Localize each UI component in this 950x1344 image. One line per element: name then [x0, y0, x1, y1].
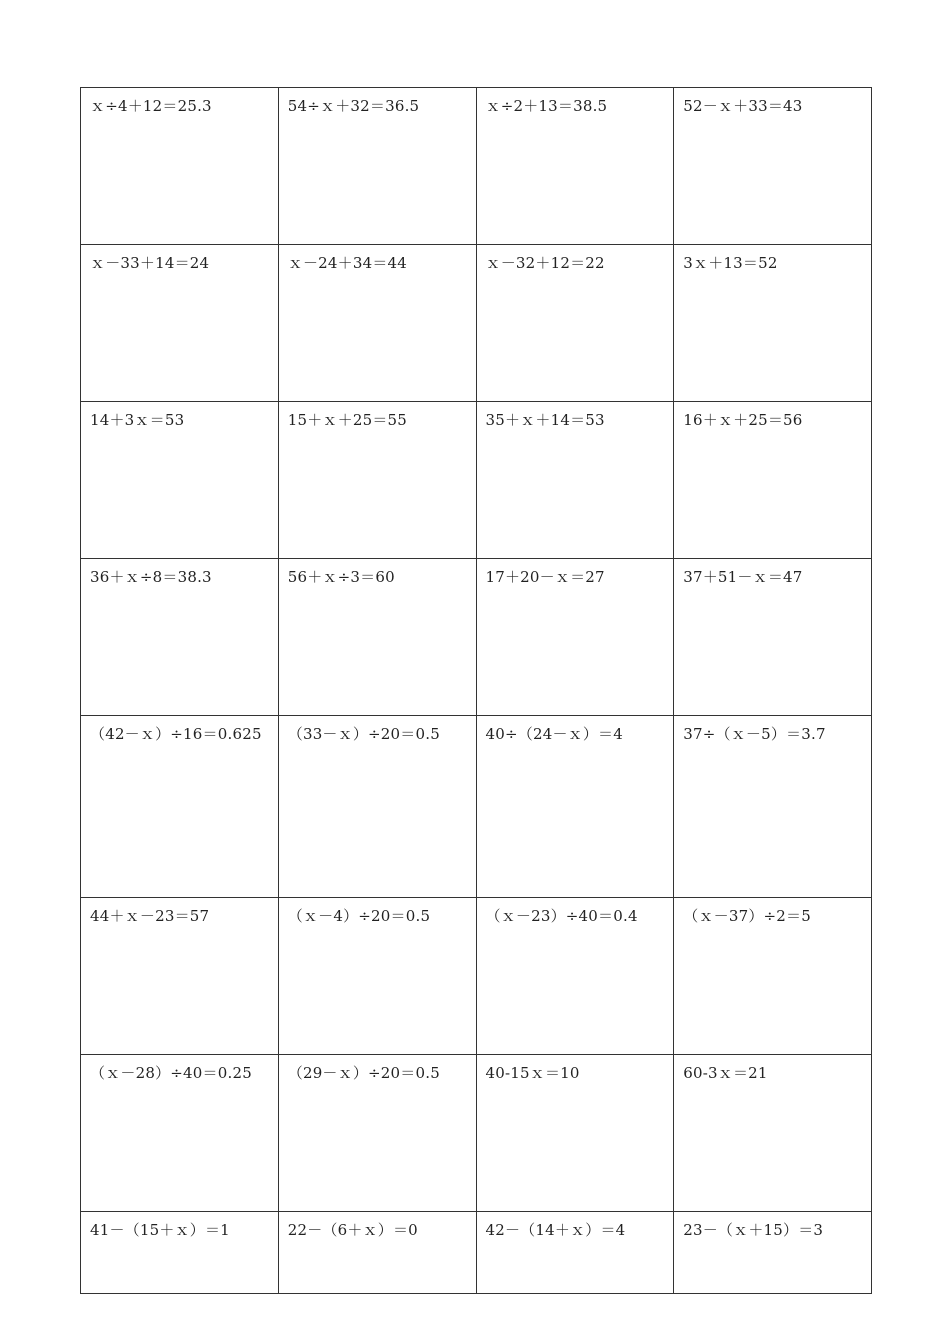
equation-cell — [674, 1055, 872, 1212]
equation-text: ｘ－24＋34＝44 — [287, 254, 408, 272]
equation-cell — [674, 898, 872, 1055]
equation-cell — [476, 1055, 674, 1212]
equation-text: 42－（14＋ｘ）＝4 — [485, 1221, 626, 1239]
table-row — [81, 1212, 872, 1294]
equation-text: 40÷（24－ｘ）＝4 — [485, 725, 623, 743]
equation-text: ｘ÷4＋12＝25.3 — [90, 97, 212, 115]
equation-text: ｘ－32＋12＝22 — [485, 254, 605, 272]
equation-cell — [81, 245, 279, 402]
equation-text: 22－（6＋ｘ）＝0 — [287, 1221, 418, 1239]
equation-text: （ｘ－23）÷40＝0.4 — [485, 907, 638, 925]
equation-text: （ｘ－28）÷40＝0.25 — [90, 1064, 252, 1082]
equation-cell — [278, 402, 476, 559]
equation-text: 37÷（ｘ－5）＝3.7 — [683, 725, 826, 743]
equation-text: ｘ÷2＋13＝38.5 — [485, 97, 608, 115]
equation-text: 17＋20－ｘ＝27 — [485, 568, 605, 586]
table-row — [81, 559, 872, 716]
equation-cell — [674, 402, 872, 559]
equation-cell — [278, 1212, 476, 1294]
equation-text: （ｘ－37）÷2＝5 — [683, 907, 811, 925]
equation-text: 36＋ｘ÷8＝38.3 — [90, 568, 212, 586]
equation-text: （42－ｘ）÷16＝0.625 — [90, 725, 262, 743]
equation-text: 16＋ｘ＋25＝56 — [683, 411, 803, 429]
equation-text: 37＋51－ｘ＝47 — [683, 568, 803, 586]
equation-text: 23－（ｘ＋15）＝3 — [683, 1221, 824, 1239]
equation-cell — [278, 1055, 476, 1212]
equation-cell — [81, 1055, 279, 1212]
table-row — [81, 402, 872, 559]
equation-cell — [476, 402, 674, 559]
equation-cell — [476, 88, 674, 245]
equation-cell — [81, 716, 279, 898]
equation-cell — [476, 245, 674, 402]
equation-cell — [674, 88, 872, 245]
equation-cell — [278, 245, 476, 402]
equation-cell — [81, 559, 279, 716]
equation-text: 40-15ｘ＝10 — [485, 1064, 580, 1082]
table-row — [81, 716, 872, 898]
equation-cell — [674, 716, 872, 898]
table-row — [81, 1055, 872, 1212]
equation-worksheet-table — [80, 87, 872, 1294]
equation-cell — [278, 898, 476, 1055]
equation-cell — [476, 1212, 674, 1294]
equation-text: （ｘ－4）÷20＝0.5 — [287, 907, 431, 925]
equation-text: 56＋ｘ÷3＝60 — [287, 568, 395, 586]
equation-text: 44＋ｘ－23＝57 — [90, 907, 210, 925]
table-row — [81, 898, 872, 1055]
equation-text: 41－（15＋ｘ）＝1 — [90, 1221, 230, 1239]
equation-cell — [81, 402, 279, 559]
equation-cell — [674, 245, 872, 402]
equation-cell — [278, 88, 476, 245]
equation-text: 35＋ｘ＋14＝53 — [485, 411, 605, 429]
equation-text: 15＋ｘ＋25＝55 — [287, 411, 408, 429]
table-row — [81, 245, 872, 402]
equation-text: 60-3ｘ＝21 — [683, 1064, 768, 1082]
equation-text: （29－ｘ）÷20＝0.5 — [287, 1064, 440, 1082]
equation-text: ｘ－33＋14＝24 — [90, 254, 210, 272]
equation-cell — [476, 898, 674, 1055]
equation-text: 52－ｘ＋33＝43 — [683, 97, 803, 115]
equation-text: 3ｘ＋13＝52 — [683, 254, 778, 272]
table-row — [81, 88, 872, 245]
equation-cell — [476, 716, 674, 898]
equation-text: 14＋3ｘ＝53 — [90, 411, 185, 429]
equation-cell — [81, 88, 279, 245]
equation-cell — [278, 559, 476, 716]
equation-text: （33－ｘ）÷20＝0.5 — [287, 725, 440, 743]
equation-cell — [674, 559, 872, 716]
equation-cell — [278, 716, 476, 898]
equation-cell — [81, 898, 279, 1055]
equation-cell — [476, 559, 674, 716]
equation-cell — [81, 1212, 279, 1294]
equation-text: 54÷ｘ＋32＝36.5 — [287, 97, 420, 115]
equation-cell — [674, 1212, 872, 1294]
